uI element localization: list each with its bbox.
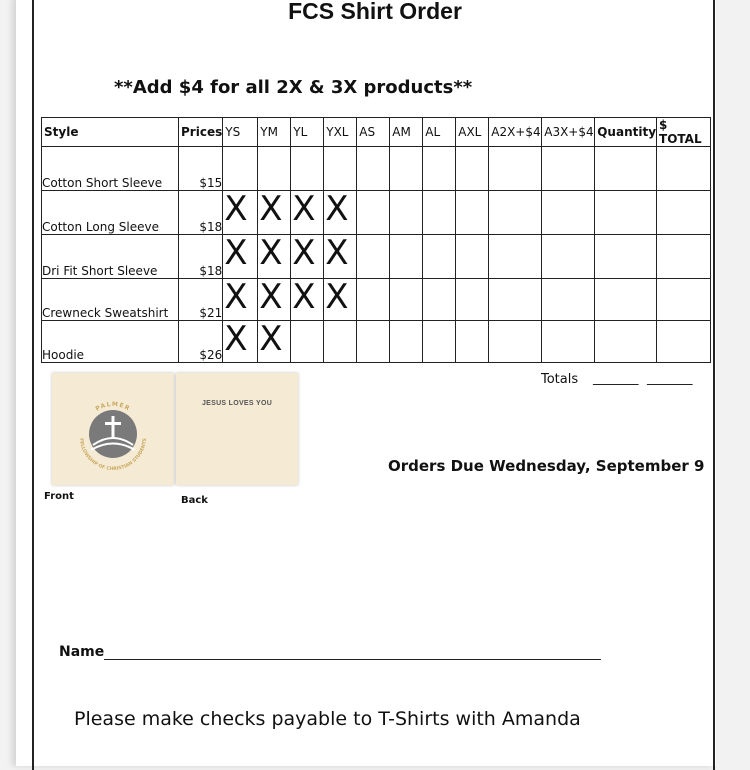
name-field-line[interactable] bbox=[104, 659, 601, 660]
unavailable-mark: X bbox=[259, 189, 283, 229]
size-cell[interactable] bbox=[657, 321, 711, 363]
table-row bbox=[42, 235, 711, 279]
unavailable-mark: X bbox=[224, 319, 248, 359]
shirt-back-image bbox=[176, 373, 298, 485]
size-cell[interactable] bbox=[423, 191, 456, 235]
size-cell[interactable] bbox=[223, 279, 258, 321]
header-yl: YL bbox=[291, 118, 324, 147]
header-a3x: A3X+$4 bbox=[542, 118, 595, 147]
size-cell[interactable] bbox=[423, 235, 456, 279]
size-cell[interactable] bbox=[595, 147, 657, 191]
surcharge-note: **Add $4 for all 2X & 3X products** bbox=[114, 77, 473, 98]
size-cell[interactable] bbox=[324, 321, 357, 363]
svg-text:FELLOWSHIP OF CHRISTIAN STUDEN: FELLOWSHIP OF CHRISTIAN STUDENTS bbox=[77, 438, 149, 471]
size-cell[interactable] bbox=[423, 321, 456, 363]
size-cell[interactable] bbox=[489, 279, 542, 321]
size-cell[interactable] bbox=[291, 279, 324, 321]
size-cell[interactable] bbox=[324, 235, 357, 279]
size-cell[interactable] bbox=[291, 147, 324, 191]
size-cell[interactable] bbox=[258, 321, 291, 363]
size-cell[interactable] bbox=[357, 321, 390, 363]
back-caption: Back bbox=[181, 495, 208, 506]
table-row bbox=[42, 279, 711, 321]
size-cell[interactable] bbox=[291, 235, 324, 279]
size-cell[interactable] bbox=[258, 235, 291, 279]
fcs-logo-icon bbox=[76, 397, 150, 471]
size-cell[interactable] bbox=[489, 235, 542, 279]
name-label: Name bbox=[59, 644, 105, 660]
header-a2x: A2X+$4 bbox=[489, 118, 542, 147]
order-table bbox=[41, 117, 711, 363]
header-axl: AXL bbox=[456, 118, 489, 147]
style-cell: Cotton Long Sleeve bbox=[42, 191, 179, 235]
size-cell[interactable] bbox=[390, 235, 423, 279]
size-cell[interactable] bbox=[542, 321, 595, 363]
size-cell[interactable] bbox=[357, 147, 390, 191]
price-cell: $15 bbox=[179, 147, 223, 191]
size-cell[interactable] bbox=[223, 235, 258, 279]
due-date-text: Orders Due Wednesday, September 9 bbox=[388, 457, 705, 475]
size-cell[interactable] bbox=[258, 279, 291, 321]
header-ys: YS bbox=[223, 118, 258, 147]
header-ym: YM bbox=[258, 118, 291, 147]
size-cell[interactable] bbox=[456, 235, 489, 279]
header-quantity: Quantity bbox=[595, 118, 657, 147]
size-cell[interactable] bbox=[657, 147, 711, 191]
size-cell[interactable] bbox=[324, 279, 357, 321]
size-cell[interactable] bbox=[657, 191, 711, 235]
size-cell[interactable] bbox=[456, 279, 489, 321]
size-cell[interactable] bbox=[657, 279, 711, 321]
price-cell: $26 bbox=[179, 321, 223, 363]
size-cell[interactable] bbox=[223, 321, 258, 363]
size-cell[interactable] bbox=[423, 147, 456, 191]
style-cell: Dri Fit Short Sleeve bbox=[42, 235, 179, 279]
header-prices: Prices bbox=[179, 118, 223, 147]
size-cell[interactable] bbox=[291, 321, 324, 363]
svg-text:PALMER: PALMER bbox=[94, 400, 132, 413]
size-cell[interactable] bbox=[595, 235, 657, 279]
unavailable-mark: X bbox=[292, 277, 316, 317]
style-cell: Cotton Short Sleeve bbox=[42, 147, 179, 191]
table-row bbox=[42, 191, 711, 235]
totals-amount-blank[interactable]: _______ bbox=[647, 371, 693, 386]
size-cell[interactable] bbox=[390, 321, 423, 363]
unavailable-mark: X bbox=[224, 233, 248, 273]
header-style: Style bbox=[42, 118, 179, 147]
header-yxl: YXL bbox=[324, 118, 357, 147]
size-cell[interactable] bbox=[258, 147, 291, 191]
size-cell[interactable] bbox=[542, 279, 595, 321]
size-cell[interactable] bbox=[595, 321, 657, 363]
front-caption: Front bbox=[44, 491, 74, 502]
totals-quantity-blank[interactable]: _______ bbox=[593, 371, 639, 386]
size-cell[interactable] bbox=[258, 191, 291, 235]
size-cell[interactable] bbox=[223, 191, 258, 235]
style-cell: Hoodie bbox=[42, 321, 179, 363]
unavailable-mark: X bbox=[292, 233, 316, 273]
size-cell[interactable] bbox=[324, 147, 357, 191]
size-cell[interactable] bbox=[324, 191, 357, 235]
price-cell: $21 bbox=[179, 279, 223, 321]
unavailable-mark: X bbox=[224, 189, 248, 229]
style-cell: Crewneck Sweatshirt bbox=[42, 279, 179, 321]
size-cell[interactable] bbox=[390, 279, 423, 321]
size-cell[interactable] bbox=[542, 147, 595, 191]
unavailable-mark: X bbox=[325, 189, 349, 229]
shirt-front-image bbox=[52, 373, 174, 485]
size-cell[interactable] bbox=[223, 147, 258, 191]
unavailable-mark: X bbox=[325, 233, 349, 273]
size-cell[interactable] bbox=[423, 279, 456, 321]
header-as: AS bbox=[357, 118, 390, 147]
payment-instructions: Please make checks payable to T-Shirts with Amanda bbox=[74, 708, 581, 730]
table-header-row bbox=[42, 118, 711, 147]
totals-label: Totals bbox=[541, 372, 579, 387]
unavailable-mark: X bbox=[259, 233, 283, 273]
unavailable-mark: X bbox=[325, 277, 349, 317]
size-cell[interactable] bbox=[595, 191, 657, 235]
size-cell[interactable] bbox=[390, 191, 423, 235]
unavailable-mark: X bbox=[259, 319, 283, 359]
unavailable-mark: X bbox=[292, 189, 316, 229]
size-cell[interactable] bbox=[489, 147, 542, 191]
unavailable-mark: X bbox=[224, 277, 248, 317]
size-cell[interactable] bbox=[657, 235, 711, 279]
size-cell[interactable] bbox=[456, 321, 489, 363]
form-title: FCS Shirt Order bbox=[288, 0, 462, 24]
size-cell[interactable] bbox=[390, 147, 423, 191]
size-cell[interactable] bbox=[291, 191, 324, 235]
size-cell[interactable] bbox=[489, 191, 542, 235]
back-print-text: JESUS LOVES YOU bbox=[201, 400, 273, 407]
table-row bbox=[42, 321, 711, 363]
size-cell[interactable] bbox=[357, 191, 390, 235]
header-total: $ TOTAL bbox=[657, 118, 711, 147]
header-al: AL bbox=[423, 118, 456, 147]
size-cell[interactable] bbox=[595, 279, 657, 321]
size-cell[interactable] bbox=[542, 235, 595, 279]
size-cell[interactable] bbox=[542, 191, 595, 235]
header-am: AM bbox=[390, 118, 423, 147]
unavailable-mark: X bbox=[259, 277, 283, 317]
size-cell[interactable] bbox=[357, 235, 390, 279]
price-cell: $18 bbox=[179, 191, 223, 235]
size-cell[interactable] bbox=[456, 191, 489, 235]
table-row bbox=[42, 147, 711, 191]
size-cell[interactable] bbox=[489, 321, 542, 363]
size-cell[interactable] bbox=[456, 147, 489, 191]
price-cell: $18 bbox=[179, 235, 223, 279]
size-cell[interactable] bbox=[357, 279, 390, 321]
